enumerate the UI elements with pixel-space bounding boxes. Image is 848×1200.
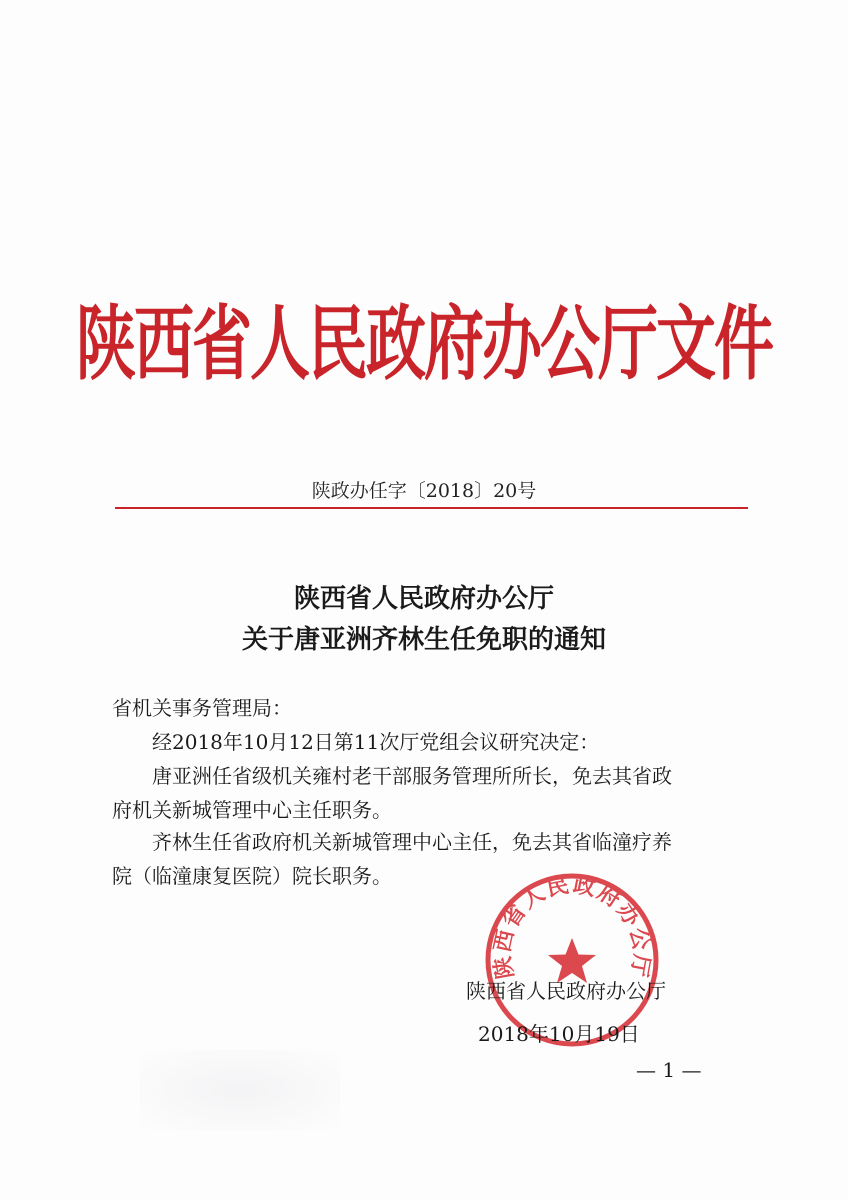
appointment-1-line-1: 唐亚洲任省级机关雍村老干部服务管理所所长，免去其省政 [152, 764, 672, 788]
appointment-2-line-1: 齐林生任省政府机关新城管理中心主任，免去其省临潼疗养 [152, 830, 672, 854]
scan-artifact [140, 1050, 340, 1130]
issuing-authority: 陕西省人民政府办公厅 [466, 979, 666, 1003]
page-number: — 1 — [636, 1058, 702, 1082]
decision-paragraph: 经2018年10月12日第11次厅党组会议研究决定： [152, 730, 600, 754]
notice-title-line-1: 陕西省人民政府办公厅 [293, 584, 554, 614]
notice-title-line-2: 关于唐亚洲齐林生任免职的通知 [241, 625, 606, 655]
document-header-title: 陕西省人民政府办公厅文件 [76, 297, 772, 393]
appointment-1-line-2: 府机关新城管理中心主任职务。 [112, 798, 392, 822]
seal-text: 陕西省人民政府办公厅 [489, 871, 655, 981]
appointment-2-line-2: 院（临潼康复医院）院长职务。 [112, 864, 392, 888]
issue-date: 2018年10月19日 [478, 1022, 640, 1046]
addressee: 省机关事务管理局： [112, 696, 292, 720]
document-number: 陕政办任字〔2018〕20号 [311, 480, 537, 502]
red-divider-line [115, 507, 748, 509]
